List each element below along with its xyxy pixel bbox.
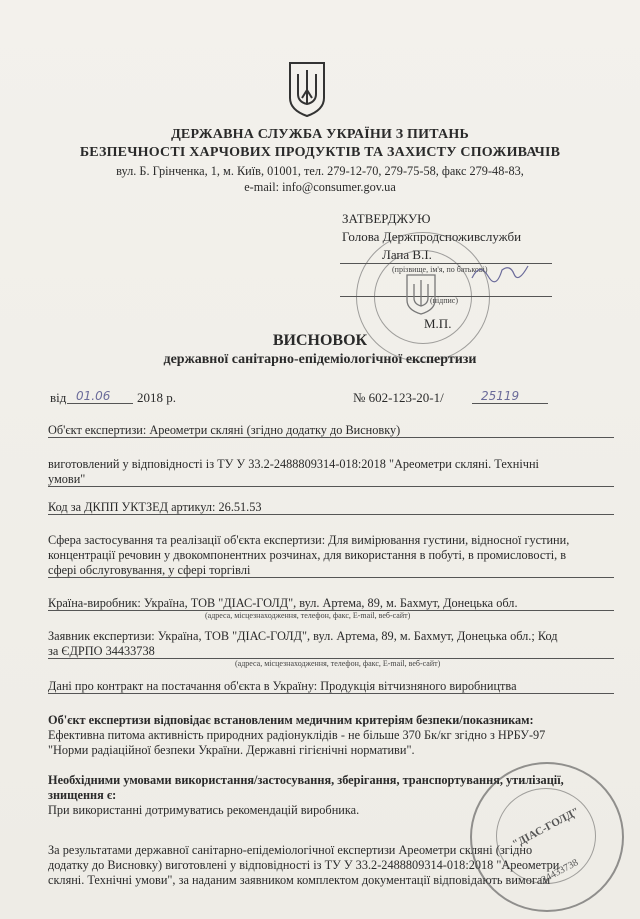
signature-caption: (підпис) — [430, 296, 459, 305]
criteria-line2: "Норми радіаційної безпеки України. Державні гігієнічні нормативи". — [48, 743, 415, 757]
expertise-object: Об'єкт експертизи: Ареометри скляні (згідно додатку до Висновку) — [48, 423, 401, 437]
date-year: 2018 р. — [137, 390, 176, 405]
criteria-heading: Об'єкт експертизи відповідає встановленим медичним критеріям безпеки/показникам: — [48, 713, 534, 727]
org-address: вул. Б. Грінченка, 1, м. Київ, 01001, тел. 279-12-70, 279-75-58, факс 279-48-83, — [116, 164, 524, 178]
approver-name-caption: (прізвище, ім'я, по батькові) — [392, 265, 488, 274]
contract-data: Дані про контракт на постачання об'єкта в Україну: Продукція вітчизняного виробництва — [48, 679, 517, 693]
applicant-line1: Заявник експертизи: Україна, ТОВ "ДІАС-ГОЛД", вул. Артема, 89, м. Бахмут, Донецька обл.; Код — [48, 629, 558, 643]
conditions-heading-line2: знищення є: — [48, 788, 117, 802]
date-prefix: від — [50, 390, 67, 405]
scope-line3: сфері обслуговування, у сфері торгівлі — [48, 563, 251, 577]
scope-line1: Сфера застосування та реалізації об'єкта експертизи: Для вимірювання густини, відносної густини, — [48, 533, 570, 547]
applicant-line2: за ЄДРПО 34433738 — [48, 644, 155, 658]
conclusion-line3: скляні. Технічні умови", за наданим заявником комплектом документації відповідають вимогам — [48, 873, 551, 887]
manufactured-according-line2: умови" — [48, 472, 86, 486]
org-name-line1: ДЕРЖАВНА СЛУЖБА УКРАЇНИ З ПИТАНЬ — [171, 127, 469, 142]
org-email: e-mail: info@consumer.gov.ua — [244, 180, 396, 194]
company-stamp-name: "ДІАС-ГОЛД" — [510, 805, 582, 851]
number-prefix: № 602-123-20-1/ — [353, 390, 444, 405]
conclusion-line2: додатку до Висновку) виготовлені у відповідності із ТУ У 33.2-2488809314-018:2018 "Ареометри — [48, 858, 560, 872]
approve-label: ЗАТВЕРДЖУЮ — [342, 211, 431, 226]
company-stamp-inner — [496, 788, 596, 884]
date-handwritten: 01.06 — [76, 389, 111, 403]
scope-line2: концентрації речовин у двокомпонентних розчинах, для використання в побуті, в промисловості, в — [48, 548, 567, 562]
country-caption: (адреса, місцезнаходження, телефон, факс, E-mail, веб-сайт) — [205, 611, 411, 620]
manufactured-according-line1: виготовлений у відповідності із ТУ У 33.2-2488809314-018:2018 "Ареометри скляні. Технічні — [48, 457, 539, 471]
company-stamp-code: 34433738 — [539, 857, 581, 886]
approver-name: Лапа В.І. — [382, 247, 432, 262]
approver-position: Голова Держпродспоживслужби — [342, 229, 522, 244]
seal-trident-icon — [404, 272, 438, 316]
seal-place-label: М.П. — [424, 316, 452, 331]
country-manufacturer: Країна-виробник: Україна, ТОВ "ДІАС-ГОЛД", вул. Артема, 89, м. Бахмут, Донецька обл. — [48, 596, 518, 610]
criteria-line1: Ефективна питома активність природних радіонуклідів - не більше 370 Бк/кг згідно з НРБУ-97 — [48, 728, 546, 742]
conditions-text: При використанні дотримуватись рекомендацій виробника. — [48, 803, 360, 817]
product-code: Код за ДКПП УКТЗЕД артикул: 26.51.53 — [48, 500, 262, 514]
conclusion-line1: За результатами державної санітарно-епідеміологічної експертизи Ареометри скляні (згідно — [48, 843, 533, 857]
org-name-line2: БЕЗПЕЧНОСТІ ХАРЧОВИХ ПРОДУКТІВ ТА ЗАХИСТУ СПОЖИВАЧІВ — [79, 145, 561, 160]
conditions-heading-line1: Необхідними умовами використання/застосування, зберігання, транспортування, утилізації, — [48, 773, 564, 787]
applicant-caption: (адреса, місцезнаходження, телефон, факс, E-mail, веб-сайт) — [235, 659, 441, 668]
number-handwritten: 25119 — [481, 389, 520, 403]
document-title: ВИСНОВОК — [272, 332, 368, 349]
document-subtitle: державної санітарно-епідеміологічної експертизи — [163, 352, 477, 367]
trident-coat-of-arms-icon — [287, 60, 327, 118]
